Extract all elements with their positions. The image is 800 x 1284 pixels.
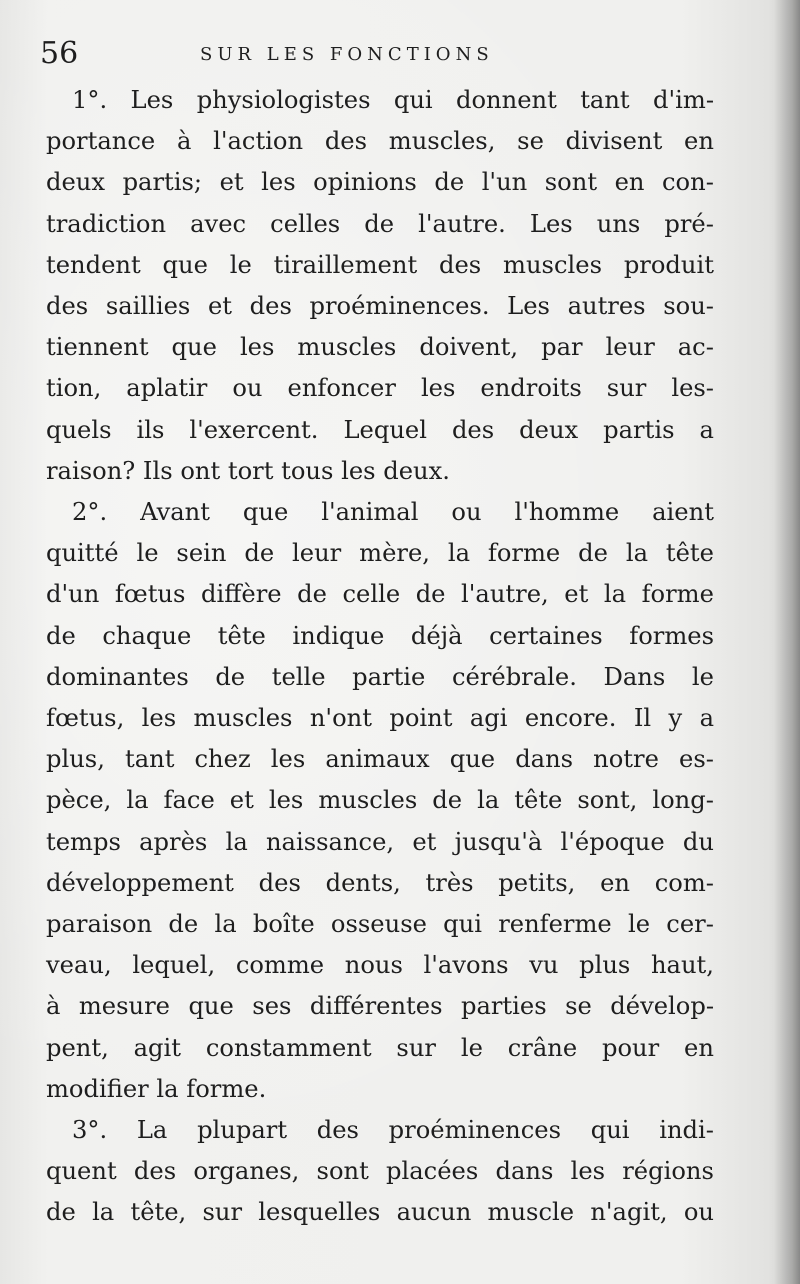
body-text bbox=[46, 80, 714, 1234]
text-line: quels ils l'exercent. Lequel des deux partis a bbox=[46, 415, 714, 444]
text-line: 3°. La plupart des proéminences qui indi- bbox=[72, 1116, 714, 1145]
running-title: SUR LES FONCTIONS bbox=[200, 44, 494, 65]
text-line: tendent que le tiraillement des muscles produit bbox=[46, 250, 714, 279]
text-line: tradiction avec celles de l'autre. Les uns pré- bbox=[46, 209, 714, 238]
page-gutter-shadow bbox=[774, 0, 800, 1284]
text-line: de la tête, sur lesquelles aucun muscle n'agit, ou bbox=[46, 1198, 714, 1227]
text-line: d'un fœtus diffère de celle de l'autre, et la forme bbox=[46, 580, 714, 609]
paragraph-1 bbox=[46, 80, 714, 492]
text-line: raison? Ils ont tort tous les deux. bbox=[46, 456, 450, 485]
text-line: des saillies et des proéminences. Les autres sou- bbox=[46, 292, 714, 321]
text-line: portance à l'action des muscles, se divisent en bbox=[46, 127, 714, 156]
text-line: 2°. Avant que l'animal ou l'homme aient bbox=[72, 498, 714, 527]
text-line: plus, tant chez les animaux que dans notre es- bbox=[46, 745, 714, 774]
text-line: deux partis; et les opinions de l'un sont en con- bbox=[46, 168, 714, 197]
text-line: quitté le sein de leur mère, la forme de la tête bbox=[46, 539, 714, 568]
text-line: modifier la forme. bbox=[46, 1074, 267, 1103]
page-number: 56 bbox=[40, 36, 79, 71]
text-line: 1°. Les physiologistes qui donnent tant d'im- bbox=[72, 86, 714, 114]
page-header bbox=[40, 36, 720, 76]
text-line: quent des organes, sont placées dans les régions bbox=[46, 1157, 714, 1186]
text-line: tiennent que les muscles doivent, par leur ac- bbox=[46, 333, 714, 362]
paragraph-2 bbox=[46, 492, 714, 1110]
paragraph-3 bbox=[46, 1110, 714, 1234]
text-line: dominantes de telle partie cérébrale. Dans le bbox=[46, 662, 714, 691]
text-line: pent, agit constamment sur le crâne pour en bbox=[46, 1033, 714, 1062]
text-line: à mesure que ses différentes parties se dévelop- bbox=[46, 992, 714, 1021]
text-line: développement des dents, très petits, en com- bbox=[46, 868, 714, 897]
text-line: fœtus, les muscles n'ont point agi encore. Il y a bbox=[46, 704, 714, 733]
text-line: paraison de la boîte osseuse qui renferme le cer- bbox=[46, 910, 714, 939]
text-line: temps après la naissance, et jusqu'à l'époque du bbox=[46, 827, 714, 856]
text-line: pèce, la face et les muscles de la tête sont, long- bbox=[46, 786, 714, 815]
text-line: veau, lequel, comme nous l'avons vu plus haut, bbox=[46, 951, 714, 980]
text-line: de chaque tête indique déjà certaines formes bbox=[46, 621, 714, 650]
text-line: tion, aplatir ou enfoncer les endroits sur les- bbox=[46, 374, 714, 403]
